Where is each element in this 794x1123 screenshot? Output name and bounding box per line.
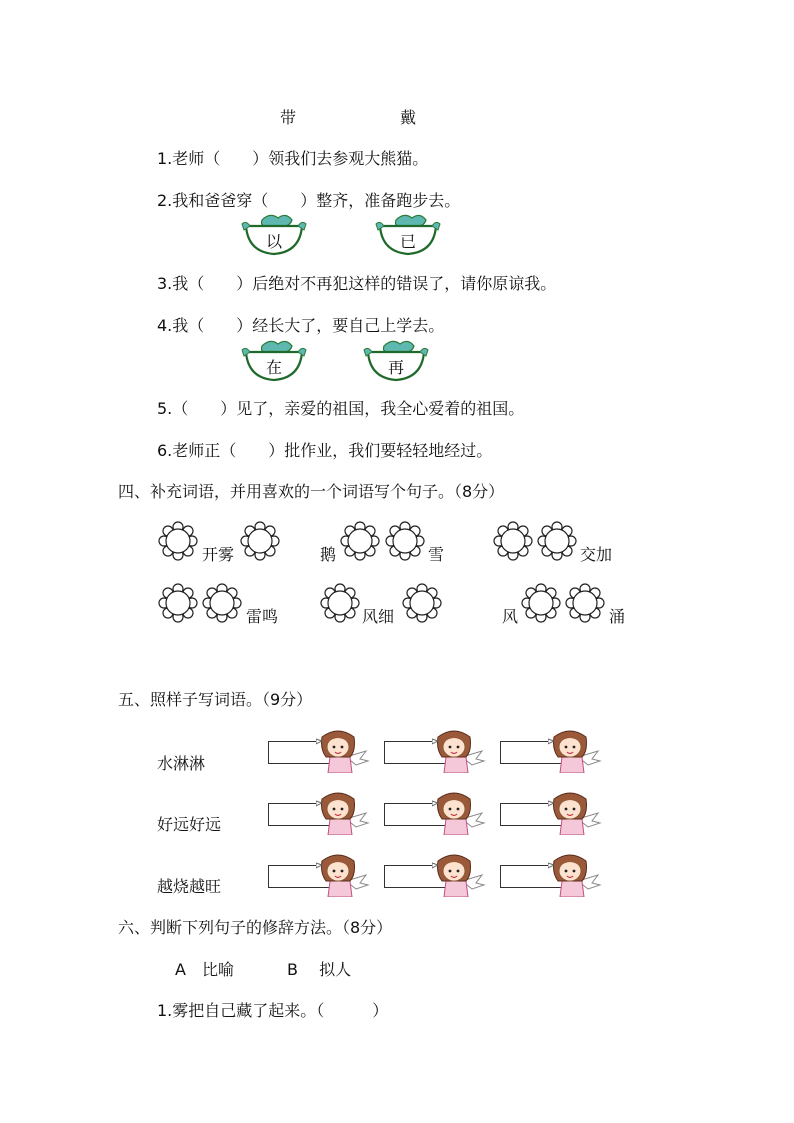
example-word-2: 好远好远 bbox=[157, 815, 222, 834]
flower-blank-icon bbox=[158, 583, 198, 623]
section-6-heading: 六、判断下列句子的修辞方法。（8分） bbox=[118, 918, 393, 937]
example-word-1: 水淋淋 bbox=[157, 754, 206, 773]
option-b-personification: B 拟人 bbox=[287, 960, 352, 979]
answer-box[interactable] bbox=[500, 853, 604, 897]
word-option-dai-wear: 戴 bbox=[400, 108, 417, 127]
idiom-5-text: 风细 bbox=[362, 607, 395, 626]
answer-box[interactable] bbox=[500, 791, 604, 835]
flower-blank-icon bbox=[240, 521, 280, 561]
answer-box[interactable] bbox=[384, 729, 488, 773]
flower-blank-icon bbox=[320, 583, 360, 623]
s3-question-6: 6.老师正（ ）批作业，我们要轻轻地经过。 bbox=[157, 441, 493, 460]
girl-holding-sign-icon bbox=[316, 853, 372, 897]
girl-holding-sign-icon bbox=[432, 791, 488, 835]
girl-holding-sign-icon bbox=[548, 853, 604, 897]
flower-blank-icon bbox=[493, 521, 533, 561]
s3-question-4: 4.我（ ）经长大了，要自己上学去。 bbox=[157, 316, 445, 335]
flower-blank-icon bbox=[202, 583, 242, 623]
idiom-6-char-2: 涌 bbox=[609, 607, 626, 626]
bowl-char-4: 再 bbox=[387, 358, 404, 377]
girl-holding-sign-icon bbox=[548, 791, 604, 835]
s3-question-2: 2.我和爸爸穿（ ）整齐，准备跑步去。 bbox=[157, 191, 461, 210]
idiom-2-char-1: 鹅 bbox=[320, 545, 337, 564]
s3-question-1: 1.老师（ ）领我们去参观大熊猫。 bbox=[157, 149, 429, 168]
answer-box[interactable] bbox=[384, 853, 488, 897]
girl-holding-sign-icon bbox=[432, 853, 488, 897]
answer-box[interactable] bbox=[268, 729, 372, 773]
answer-box[interactable] bbox=[384, 791, 488, 835]
flower-blank-icon bbox=[158, 521, 198, 561]
girl-holding-sign-icon bbox=[548, 729, 604, 773]
idiom-6-char-1: 风 bbox=[502, 607, 519, 626]
s3-question-3: 3.我（ ）后绝对不再犯这样的错误了，请你原谅我。 bbox=[157, 274, 557, 293]
idiom-3-text: 交加 bbox=[580, 545, 613, 564]
option-a-metaphor: A 比喻 bbox=[175, 960, 234, 979]
flower-blank-icon bbox=[385, 521, 425, 561]
s3-question-5: 5.（ ）见了，亲爱的祖国，我全心爱着的祖国。 bbox=[157, 399, 525, 418]
bowl-card-2 bbox=[374, 212, 442, 256]
flower-blank-icon bbox=[565, 583, 605, 623]
section-4-heading: 四、补充词语，并用喜欢的一个词语写个句子。（8分） bbox=[118, 482, 505, 501]
answer-box[interactable] bbox=[268, 853, 372, 897]
idiom-1-text: 开雾 bbox=[202, 545, 235, 564]
girl-holding-sign-icon bbox=[432, 729, 488, 773]
bowl-char-2: 已 bbox=[399, 232, 416, 251]
bowl-char-1: 以 bbox=[265, 232, 282, 251]
example-word-3: 越烧越旺 bbox=[157, 877, 222, 896]
idiom-2-char-2: 雪 bbox=[428, 545, 445, 564]
girl-holding-sign-icon bbox=[316, 791, 372, 835]
bowl-char-3: 在 bbox=[265, 358, 282, 377]
s6-question-1: 1.雾把自己藏了起来。（ ） bbox=[157, 1001, 389, 1020]
answer-box[interactable] bbox=[500, 729, 604, 773]
word-option-dai-belt: 带 bbox=[280, 108, 297, 127]
flower-blank-icon bbox=[537, 521, 577, 561]
bowl-card-3 bbox=[240, 338, 308, 382]
flower-blank-icon bbox=[402, 583, 442, 623]
idiom-4-text: 雷鸣 bbox=[246, 607, 279, 626]
section-5-heading: 五、照样子写词语。（9分） bbox=[118, 690, 313, 709]
flower-blank-icon bbox=[340, 521, 380, 561]
girl-holding-sign-icon bbox=[316, 729, 372, 773]
answer-box[interactable] bbox=[268, 791, 372, 835]
bowl-card-4 bbox=[362, 338, 430, 382]
flower-blank-icon bbox=[521, 583, 561, 623]
bowl-card-1 bbox=[240, 212, 308, 256]
